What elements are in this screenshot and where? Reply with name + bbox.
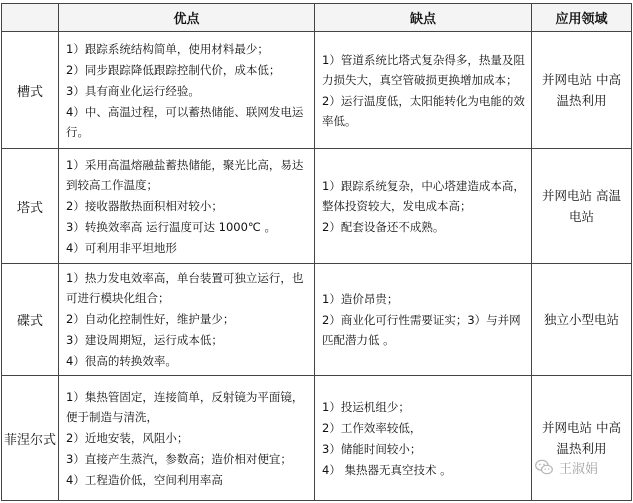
comparison-table (1, 3, 632, 501)
pros-item: 4）可利用非平坦地形 (66, 240, 177, 255)
pros-item: 3）建设周期短，运行成本低； (66, 333, 223, 347)
table-row (2, 376, 632, 501)
cons-item: 2）商业化可行性需要证实；3）与并网匹配潜力低 。 (322, 313, 521, 347)
pros-item: 4）工程造价低，空间利用率高 (66, 472, 223, 487)
watermark-name: 王淑娟 (559, 461, 599, 477)
applications-text: 并网电站 高温电站 (542, 188, 621, 224)
row-type-cell: 槽式 (2, 32, 59, 149)
pros-item: 2）同步跟踪降低跟踪控制代价，成本低； (66, 62, 281, 77)
applications-text: 并网电站 中高温热利用 (542, 72, 621, 108)
cons-item: 2）配套设备还不成熟。 (322, 219, 445, 234)
cons-item: 3）储能时间较小； (322, 441, 422, 456)
pros-cell (59, 264, 315, 376)
cons-item: 2）工作效率较低， (322, 420, 422, 435)
cons-cell (315, 264, 532, 376)
pros-cell (59, 149, 315, 264)
pros-item: 3）转换效率高 运行温度可达 1000℃ 。 (66, 219, 276, 234)
cons-item: 4） 集热器无真空技术 。 (322, 462, 452, 477)
wechat-icon (534, 457, 554, 477)
pros-item: 1）集热管固定，连接简单，反射镜为平面镜，便于制造与清洗， (66, 389, 304, 424)
watermark (534, 455, 598, 479)
applications-text: 独立小型电站 (543, 312, 619, 327)
pros-item: 1）采用高温熔融盐蓄热储能，聚光比高，易达到较高工作温度； (66, 157, 304, 192)
table-row (2, 264, 632, 376)
header-type (2, 4, 59, 32)
pros-item: 3）直接产生蒸汽，参数高；造价相对便宜； (66, 451, 292, 466)
pros-item: 4）很高的转换效率。 (66, 354, 177, 368)
pros-item: 1）跟踪系统结构简单，使用材料最少； (66, 41, 269, 56)
cons-item: 2）运行温度低，太阳能转化为电能的效率低。 (322, 93, 525, 128)
applications-cell (532, 32, 632, 149)
pros-cell (59, 376, 315, 501)
cons-item: 1）造价昂贵； (322, 292, 399, 306)
pros-item: 2）接收器散热面积相对较小； (66, 198, 223, 213)
header-cons: 缺点 (315, 4, 532, 32)
applications-cell (532, 264, 632, 376)
header-applications: 应用领域 (532, 4, 632, 32)
cons-cell (315, 376, 532, 501)
pros-item: 2）近地安装，风阻小； (66, 430, 189, 445)
cons-cell (315, 149, 532, 264)
pros-item: 2）自动化控制性好，维护量少； (66, 312, 235, 326)
cons-item: 1）管道系统比塔式复杂得多，热量及阻力损失大，真空管破损更换增加成本； (322, 52, 525, 87)
cons-cell (315, 32, 532, 149)
applications-cell (532, 149, 632, 264)
table-row (2, 32, 632, 149)
header-row (2, 4, 632, 32)
row-type-cell: 菲涅尔式 (2, 376, 59, 501)
applications-text: 并网电站 中高温热利用 (542, 420, 621, 456)
table-row (2, 149, 632, 264)
pros-item: 4）中、高温过程，可以蓄热储能、联网发电运行。 (66, 104, 304, 139)
header-pros: 优点 (59, 4, 315, 32)
cons-item: 1）跟踪系统复杂，中心塔建造成本高，整体投资较大，发电成本高； (322, 178, 525, 213)
row-type-cell: 碟式 (2, 264, 59, 376)
pros-item: 1）热力发电效率高，单台装置可独立运行，也可进行模块化组合； (66, 271, 304, 305)
row-type-cell: 塔式 (2, 149, 59, 264)
pros-cell (59, 32, 315, 149)
applications-cell (532, 376, 632, 501)
pros-item: 3）具有商业化运行经验。 (66, 83, 200, 98)
cons-item: 1）投运机组少； (322, 399, 410, 414)
